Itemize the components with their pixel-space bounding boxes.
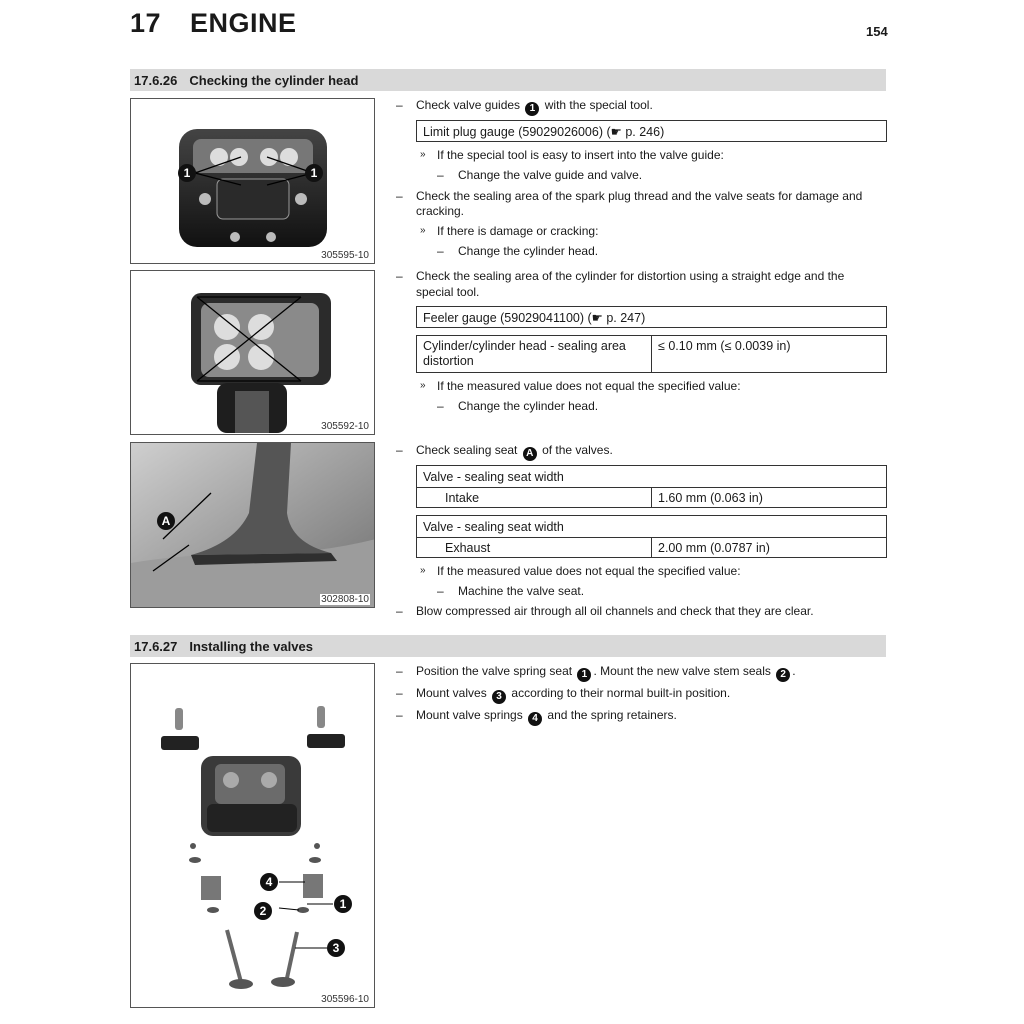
condition-text: If the measured value does not equal the specified value: xyxy=(437,564,741,578)
callout-stem-seal: 2 xyxy=(254,902,272,920)
callout-valve: 3 xyxy=(327,939,345,957)
step-check-sealing-seat xyxy=(416,442,613,461)
table-row xyxy=(417,336,886,372)
step-check-valve-guides xyxy=(416,97,653,116)
step-blow-compressed-air: Blow compressed air through all oil channels and check that they are clear. xyxy=(416,604,814,618)
step-dash: – xyxy=(396,189,403,203)
table-row xyxy=(417,537,886,558)
badge-1: 1 xyxy=(577,668,591,682)
figure-cylinder-head-valve-guides xyxy=(130,98,375,264)
condition-text: If the measured value does not equal the specified value: xyxy=(437,379,741,393)
action-dash: – xyxy=(437,584,444,598)
spec-label-line: distortion xyxy=(423,354,474,368)
callout-valve-guide-right: 1 xyxy=(305,164,323,182)
condition-chevron: » xyxy=(420,149,426,160)
figure-code: 305595-10 xyxy=(321,250,369,261)
step-dash: – xyxy=(396,686,403,700)
figure-valve-sealing-seat xyxy=(130,442,375,608)
badge-2: 2 xyxy=(776,668,790,682)
step-dash: – xyxy=(396,708,403,722)
action-dash: – xyxy=(437,399,444,413)
callout-sealing-seat: A xyxy=(157,512,175,530)
step-text: with the special tool. xyxy=(544,98,653,112)
step-dash: – xyxy=(396,269,403,283)
figure-cylinder-head-sealing-area xyxy=(130,270,375,435)
table-row xyxy=(417,487,886,508)
section-title: Checking the cylinder head xyxy=(189,72,359,88)
condition-chevron: » xyxy=(420,565,426,576)
step-dash: – xyxy=(396,604,403,618)
step-text: Check valve guides xyxy=(416,98,521,112)
action-text: Machine the valve seat. xyxy=(458,584,585,598)
section-number: 17.6.27 xyxy=(134,638,178,654)
step-mount-springs xyxy=(416,707,677,726)
action-text: Change the cylinder head. xyxy=(458,399,599,413)
step-text: . Mount the new valve stem seals xyxy=(593,664,771,678)
step-text: of the valves. xyxy=(542,443,613,457)
section-number: 17.6.26 xyxy=(134,72,178,88)
step-check-distortion: Check the sealing area of the cylinder for distortion using a straight edge and the xyxy=(416,269,845,283)
action-text: Change the valve guide and valve. xyxy=(458,168,643,182)
tool-box-feeler-gauge: Feeler gauge (59029041100) (☛ p. 247) xyxy=(416,306,887,328)
chapter-number: 17 xyxy=(130,8,162,38)
step-text: Mount valves xyxy=(416,686,487,700)
figure-code: 305596-10 xyxy=(321,994,369,1005)
section-header-checking-cylinder-head xyxy=(130,69,886,91)
figure-code: 305592-10 xyxy=(321,421,369,432)
step-text: . xyxy=(792,664,796,678)
callout-valve-spring: 4 xyxy=(260,873,278,891)
cylinder-head-top-illustration xyxy=(131,99,375,264)
step-check-distortion-cont: special tool. xyxy=(416,285,480,299)
badge-A: A xyxy=(523,447,537,461)
action-dash: – xyxy=(437,244,444,258)
table-header-row xyxy=(417,466,886,487)
step-text: Position the valve spring seat xyxy=(416,664,573,678)
step-text: Check sealing seat xyxy=(416,443,518,457)
figure-valve-assembly-exploded xyxy=(130,663,375,1008)
spec-value: ≤ 0.10 mm (≤ 0.0039 in) xyxy=(658,339,791,353)
spec-table-distortion xyxy=(416,335,887,373)
section-header-installing-valves xyxy=(130,635,886,657)
condition-text: If the special tool is easy to insert into the valve guide: xyxy=(437,148,724,162)
spec-value: 1.60 mm (0.063 in) xyxy=(658,491,763,505)
step-text: and the spring retainers. xyxy=(547,708,677,722)
callout-valve-guide-left: 1 xyxy=(178,164,196,182)
spec-label: Intake xyxy=(417,488,652,508)
page-number: 154 xyxy=(866,24,888,39)
step-dash: – xyxy=(396,98,403,112)
step-position-spring-seat xyxy=(416,663,796,682)
table-header: Valve - sealing seat width xyxy=(423,519,564,534)
cylinder-head-sealing-illustration xyxy=(131,271,375,435)
spec-table-intake xyxy=(416,465,887,508)
action-text: Change the cylinder head. xyxy=(458,244,599,258)
step-text: according to their normal built-in position. xyxy=(511,686,731,700)
badge-3: 3 xyxy=(492,690,506,704)
step-check-sealing-spark-plug: Check the sealing area of the spark plug thread and the valve seats for damage and xyxy=(416,189,863,203)
step-dash: – xyxy=(396,443,403,457)
action-dash: – xyxy=(437,168,444,182)
spec-label xyxy=(417,336,652,372)
step-check-sealing-spark-plug-cont: cracking. xyxy=(416,204,465,218)
chapter-title: ENGINE xyxy=(190,8,297,38)
step-text: Mount valve springs xyxy=(416,708,523,722)
badge-1: 1 xyxy=(525,102,539,116)
spec-label: Exhaust xyxy=(417,538,652,558)
figure-code: 302808-10 xyxy=(321,594,369,605)
table-header: Valve - sealing seat width xyxy=(423,469,564,484)
condition-chevron: » xyxy=(420,225,426,236)
tool-box-limit-plug-gauge: Limit plug gauge (59029026006) (☛ p. 246) xyxy=(416,120,887,142)
step-mount-valves xyxy=(416,685,730,704)
section-title: Installing the valves xyxy=(189,638,313,654)
badge-4: 4 xyxy=(528,712,542,726)
callout-spring-seat: 1 xyxy=(334,895,352,913)
condition-chevron: » xyxy=(420,380,426,391)
spec-label-line: Cylinder/cylinder head - sealing area xyxy=(423,339,626,353)
table-header-row xyxy=(417,516,886,537)
spec-table-exhaust xyxy=(416,515,887,558)
step-dash: – xyxy=(396,664,403,678)
condition-text: If there is damage or cracking: xyxy=(437,224,599,238)
spec-value: 2.00 mm (0.0787 in) xyxy=(658,541,770,555)
